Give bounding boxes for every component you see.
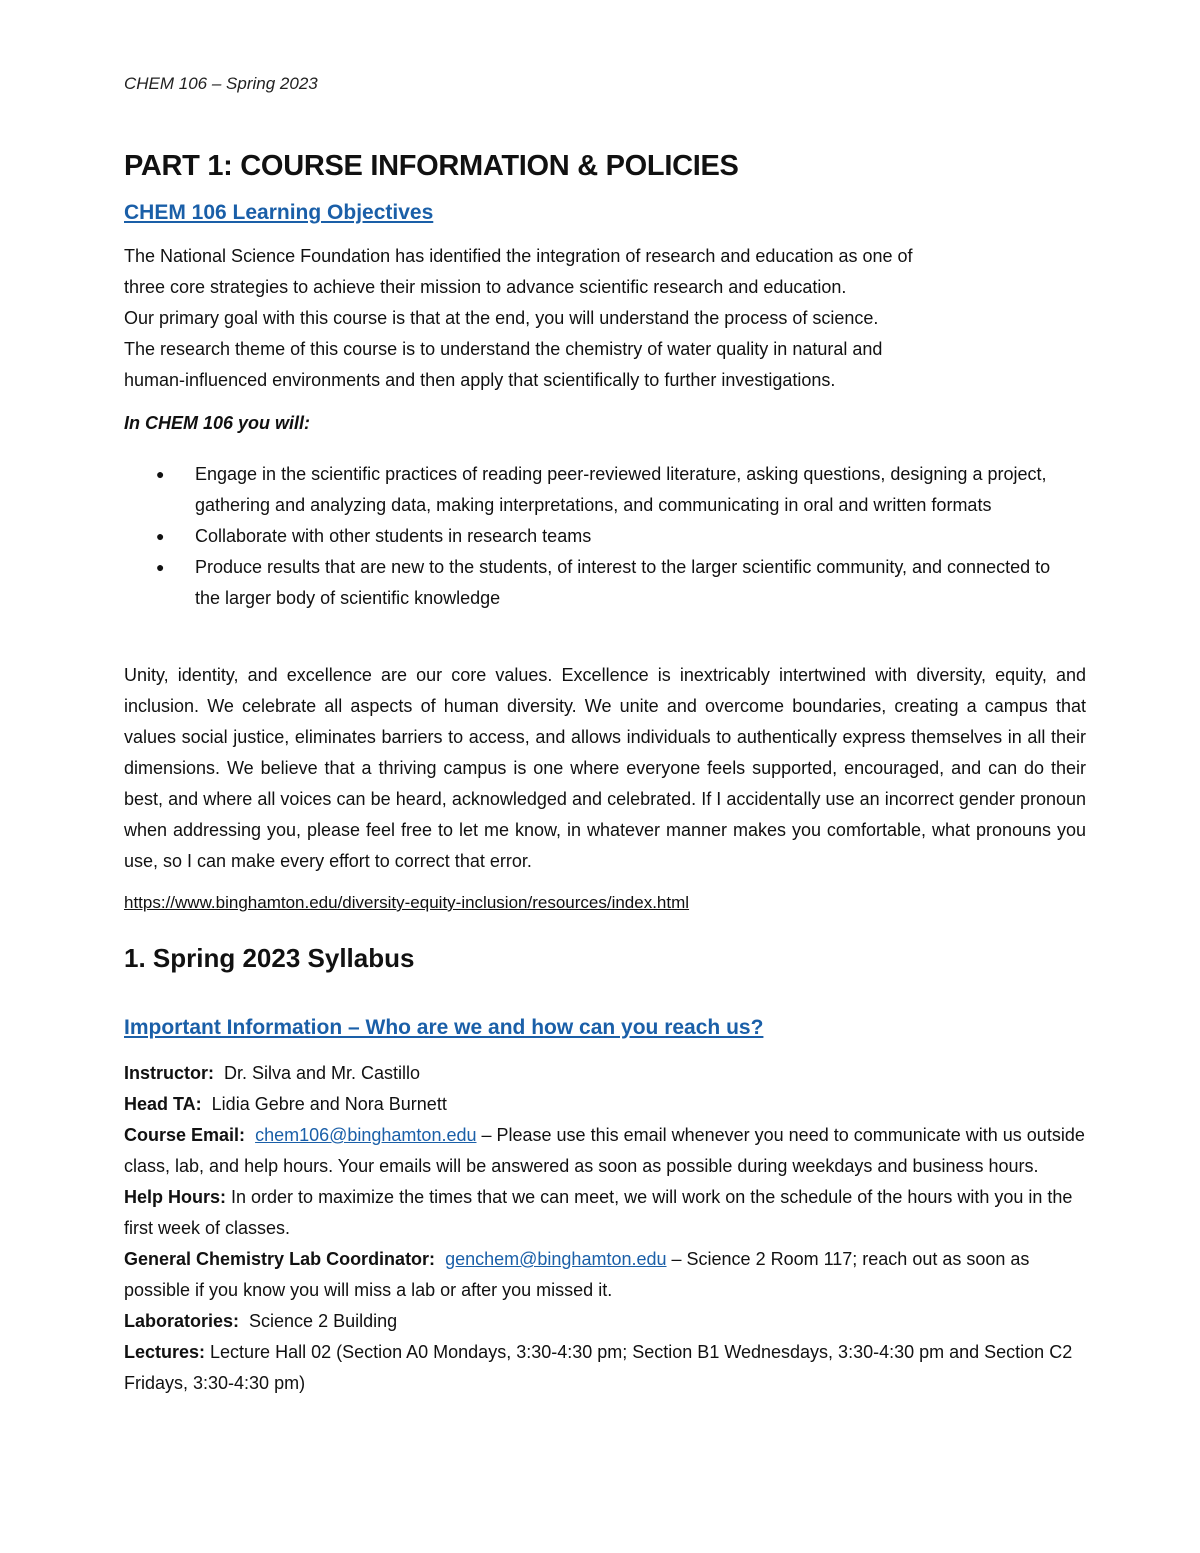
course-email-label: Course Email: bbox=[124, 1125, 246, 1145]
running-header: CHEM 106 – Spring 2023 bbox=[124, 74, 318, 93]
you-will-label: In CHEM 106 you will: bbox=[124, 413, 311, 433]
part-title: PART 1: COURSE INFORMATION & POLICIES bbox=[124, 150, 739, 182]
coordinator-email-link[interactable]: genchem@binghamton.edu bbox=[445, 1249, 667, 1269]
lectures-label: Lectures: bbox=[124, 1342, 206, 1362]
course-email-link[interactable]: chem106@binghamton.edu bbox=[255, 1125, 477, 1145]
laboratories-row bbox=[124, 1306, 1086, 1337]
intro-line-4: The research theme of this course is to understand the chemistry of water quality in natural and bbox=[124, 339, 883, 359]
coordinator-row bbox=[124, 1244, 1086, 1306]
syllabus-title: 1. Spring 2023 Syllabus bbox=[124, 943, 415, 973]
values-paragraph: Unity, identity, and excellence are our core values. Excellence is inextricably intertwined with diversity, equity, and inclusion. We celebrate all aspects of human diversity. We unite and overcome boundaries, creating a campus that values social justice, eliminates barriers to access, and allows individuals to authentically express themselves in all their dimensions. We believe that a thriving campus is one where everyone feels supported, encouraged, and can do their best, and where all voices can be heard, acknowledged and celebrated. If I accidentally use an incorrect gender pronoun when addressing you, please feel free to let me know, in whatever manner makes you comfortable, what pronouns you use, so I can make every effort to correct that error. bbox=[124, 665, 1086, 871]
help-hours-row bbox=[124, 1182, 1086, 1244]
head-ta-label: Head TA: bbox=[124, 1094, 202, 1114]
intro-paragraph bbox=[124, 241, 1086, 396]
course-email-row bbox=[124, 1120, 1086, 1182]
important-info-heading: Important Information – Who are we and how can you reach us? bbox=[124, 1016, 764, 1039]
instructor-label: Instructor: bbox=[124, 1063, 214, 1083]
intro-line-5: human-influenced environments and then apply that scientifically to further investigations. bbox=[124, 370, 836, 390]
objective-item: ● Collaborate with other students in research teams bbox=[124, 521, 1054, 552]
objectives-heading: CHEM 106 Learning Objectives bbox=[124, 201, 434, 224]
objective-item: ● Engage in the scientific practices of reading peer-reviewed literature, asking questions, designing a project, gathering and analyzing data, making interpretations, and communicating in oral and written formats bbox=[124, 459, 1054, 521]
coordinator-text: – Science 2 Room 117; reach out as soon as possible if you know you will miss a lab or after you missed it. bbox=[124, 1249, 1030, 1300]
course-email-text: – Please use this email whenever you need to communicate with us outside class, lab, and help hours. Your emails will be answered as soon as possible during weekdays and business hours. bbox=[124, 1125, 1085, 1176]
help-hours-label: Help Hours: bbox=[124, 1187, 227, 1207]
help-hours-value: In order to maximize the times that we can meet, we will work on the schedule of the hours with you in the first week of classes. bbox=[124, 1187, 1073, 1238]
dei-resources-link[interactable]: https://www.binghamton.edu/diversity-equity-inclusion/resources/index.html bbox=[124, 893, 690, 912]
laboratories-label: Laboratories: bbox=[124, 1311, 240, 1331]
lectures-value: Lecture Hall 02 (Section A0 Mondays, 3:30-4:30 pm; Section B1 Wednesdays, 3:30-4:30 pm and Section C2 Fridays, 3:30-4:30 pm) bbox=[124, 1342, 1073, 1393]
head-ta-value: Lidia Gebre and Nora Burnett bbox=[201, 1094, 447, 1114]
contact-info bbox=[124, 1058, 1086, 1399]
head-ta-row bbox=[124, 1089, 1086, 1120]
instructor-value: Dr. Silva and Mr. Castillo bbox=[214, 1063, 421, 1083]
lectures-row bbox=[124, 1337, 1086, 1399]
coordinator-label: General Chemistry Lab Coordinator: bbox=[124, 1249, 436, 1269]
laboratories-value: Science 2 Building bbox=[239, 1311, 398, 1331]
intro-line-1: The National Science Foundation has identified the integration of research and education as one of bbox=[124, 246, 913, 266]
intro-line-2: three core strategies to achieve their mission to advance scientific research and education. bbox=[124, 277, 847, 297]
instructor-row bbox=[124, 1058, 1086, 1089]
intro-line-3: Our primary goal with this course is that at the end, you will understand the process of science. bbox=[124, 308, 879, 328]
objective-item: ● Produce results that are new to the students, of interest to the larger scientific community, and connected to the larger body of scientific knowledge bbox=[124, 552, 1054, 614]
objectives-list bbox=[124, 459, 1054, 614]
